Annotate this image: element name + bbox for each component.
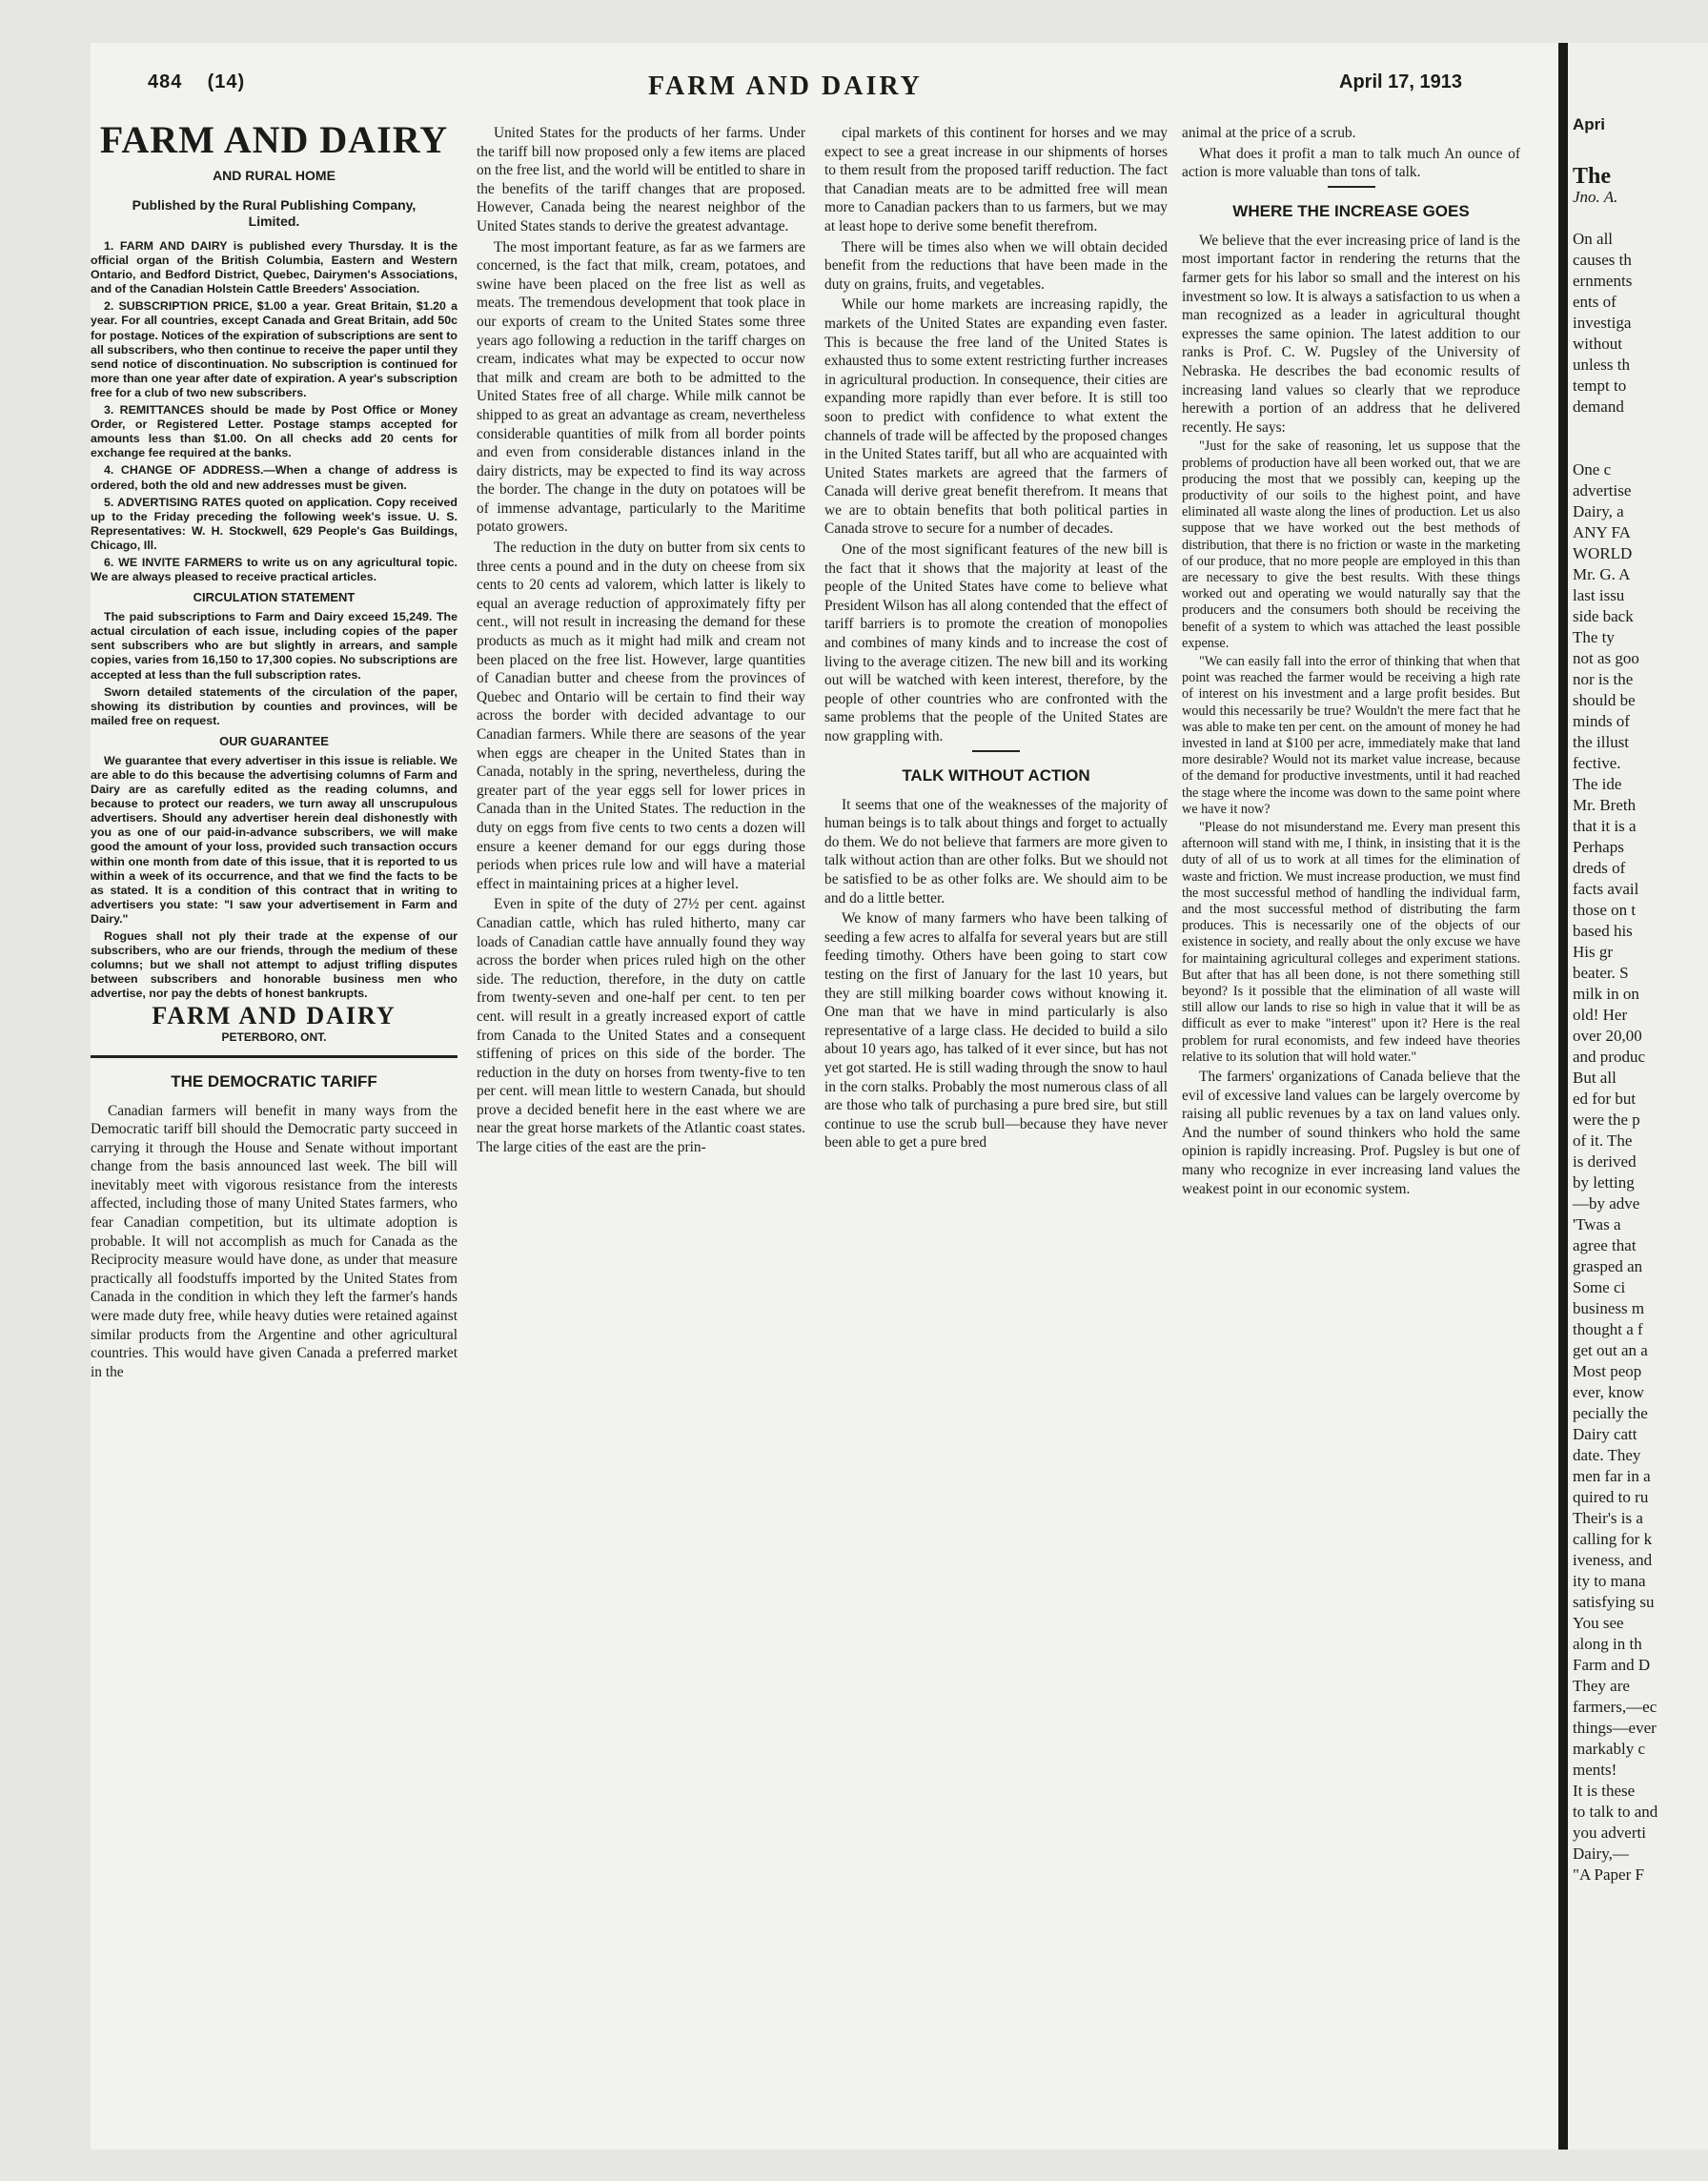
- adjacent-line: you adverti: [1573, 1824, 1646, 1842]
- article-paragraph: It seems that one of the weaknesses of the majority of human beings is to talk about things and forget to actually do them. We do not believe that farmers are more given to talk without action than are other folks. But we should not be satisfied to be as other folks are. We should aim to be and do a little better.: [824, 796, 1168, 907]
- adjacent-line: Farm and D: [1573, 1656, 1651, 1674]
- adjacent-page-text: [1573, 43, 1708, 1885]
- adjacent-line: demand: [1573, 397, 1624, 416]
- adjacent-line: Dairy,—: [1573, 1845, 1629, 1863]
- quote-paragraph: "We can easily fall into the error of thinking that when that point was reached the farmer would be receiving a high rate of interest on his investment and a large profit besides. But would this necessarily be true? Wouldn't the mere fact that he was able to make ten per cent. on the amount of money he had invested in land at $100 per acre, immediately make that land more desirable? Would not its market value increase, because of the demand for productive investments, until it had reached the stage where the income was down to the same point where we have it now?: [1182, 653, 1520, 817]
- adjacent-line: date. They: [1573, 1446, 1641, 1464]
- article-paragraph: Even in spite of the duty of 27½ per cent. against Canadian cattle, which has ruled hitherto, many car loads of Canadian cattle have annually found they way across the border when prices ruled high on the other side. The reduction, therefore, in the duty on cattle from twenty-seven and one-half per cent. to ten per cent. will result in a greatly increased export of cattle from Canada to the United States and a consequent stiffening of prices on this side of the border. The reduction in the duty on horses from twenty-five to ten per cent. will mean little to western Canada, but should prove a decided benefit here in the east where we are near the great horse markets of the Atlantic coast states. The large cities of the east are the prin-: [477, 896, 805, 1156]
- adjacent-line: not as goo: [1573, 649, 1639, 667]
- article-paragraph: The reduction in the duty on butter from six cents to three cents a pound and in the duty on cheese from six cents to 20 cents ad valorem, which latter is likely to equal an average reduction of approximately fifty per cent., will not result in increasing the demand for these products as much as it might had milk and cream not been placed on the free list. However, large quantities of Canadian butter and cheese from the provinces of Quebec and Ontario will be certain to find their way across the border with decided advantage to our Canadian farmers. While there are seasons of the year when eggs are cheaper in the United States than in Canada, notably in the spring, nevertheless, during the greater part of the year eggs sell for lower prices in Canada than in the United States. The reduction in the duty on eggs from five cents to two cents a dozen will ensure a keener demand for our eggs during those periods when prices rule low and will have a material effect in maintaining prices at a higher level.: [477, 540, 805, 892]
- adjacent-line: business m: [1573, 1299, 1645, 1317]
- publisher-line: Published by the Rural Publishing Company, Limited.: [132, 197, 417, 229]
- adjacent-line: nor is the: [1573, 670, 1634, 688]
- adjacent-line: that it is a: [1573, 817, 1637, 835]
- adjacent-line: investiga: [1573, 314, 1632, 332]
- adjacent-line: The ty: [1573, 628, 1615, 646]
- article-paragraph: While our home markets are increasing rapidly, the markets of the United States are expanding even faster. This is because the free land of the United States is exhausted thus to some extent restricting further increases in agricultural production. In consequence, their cities are expanding more rapidly than ever before. It is still too soon to predict with confidence to what extent the channels of trade will be affected by the proposed changes in the United States tariff, but all who are acquainted with United States markets are agreed that the farmers of Canada will derive great benefit therefrom. It means that we are to obtain benefits that both political parties in Canada strove to secure for a number of decades.: [824, 296, 1168, 538]
- adjacent-line: [1573, 208, 1708, 229]
- article-paragraph: We believe that the ever increasing price of land is the most important factor in rendering the returns that the farmer gets for his labor so small and the interest on his investment so low. It is always a satisfaction to us when a man recognized as a leader in agricultural thought expresses the same opinion. The latest addition to our ranks is Prof. C. W. Pugsley of the University of Nebraska. He describes the bad economic results of increasing land values so clearly that we reproduce herewith a portion of an address that he delivered recently. He says:: [1182, 232, 1520, 436]
- footer-title: FARM AND DAIRY: [152, 1001, 396, 1029]
- column-2: [477, 124, 805, 1159]
- notice-item: 1. FARM AND DAIRY is published every Thursday. It is the official organ of the British Columbia, Eastern and Western Ontario, and Bedford District, Quebec, Dairymen's Associations, and of the Canadian Holstein Cattle Breeders' Association.: [91, 239, 458, 296]
- adjacent-line: ments!: [1573, 1761, 1617, 1779]
- guarantee-text: We guarantee that every advertiser in this issue is reliable. We are able to do this because the advertising columns of Farm and Dairy are as carefully edited as the reading columns, and because to protect our readers, we turn away all unscrupulous advertisers. Should any advertiser herein deal dishonestly with you as one of our paid-in-advance subscribers, we will make good the amount of your loss, provided such transaction occurs within one month from date of this issue, that it is reported to us within a week of its occurrence, and that we find the facts to be as stated. It is a condition of this contract that in writing to advertisers you state: "I saw your advertisement in Farm and Dairy.": [91, 753, 458, 926]
- running-title: FARM AND DAIRY: [648, 71, 923, 101]
- adjacent-line: were the p: [1573, 1111, 1640, 1129]
- adjacent-line: ed for but: [1573, 1090, 1637, 1108]
- article-paragraph: animal at the price of a scrub.: [1182, 125, 1356, 141]
- adjacent-page: [1568, 43, 1708, 2150]
- adjacent-line: fective.: [1573, 754, 1621, 772]
- circulation-text: The paid subscriptions to Farm and Dairy exceed 15,249. The actual circulation of each issue, including copies of the paper sent subscribers who are but slightly in arrears, and sample copies, varies from 16,150 to 17,300 copies. No subscriptions are accepted at less than the full subscription rates.: [91, 610, 458, 682]
- adjacent-line: The ide: [1573, 775, 1622, 793]
- divider: [1328, 186, 1375, 188]
- adjacent-line: "A Paper F: [1573, 1865, 1644, 1884]
- adjacent-line: They are: [1573, 1677, 1630, 1695]
- adjacent-line: ents of: [1573, 293, 1616, 311]
- notices-list: [91, 239, 458, 584]
- footer-place: PETERBORO, ONT.: [221, 1029, 327, 1044]
- adjacent-line: advertise: [1573, 481, 1632, 499]
- article-heading: WHERE THE INCREASE GOES: [1232, 201, 1470, 220]
- article-paragraph: The farmers' organizations of Canada believe that the evil of excessive land values can be largely overcome by raising all public revenues by a tax on land values only. And the number of sound thinkers who hold the same opinion is rapidly increasing. Prof. Pugsley is but one of many who recognize in ever increasing land values the weakest point in our economic system.: [1182, 1069, 1520, 1197]
- adjacent-line: WORLD: [1573, 544, 1633, 562]
- adjacent-line: and produc: [1573, 1048, 1646, 1066]
- adjacent-line: those on t: [1573, 901, 1637, 919]
- adjacent-line: to talk to and: [1573, 1803, 1658, 1821]
- masthead-title: FARM AND DAIRY: [99, 118, 449, 161]
- adjacent-line: ANY FA: [1573, 523, 1631, 541]
- article-paragraph: One of the most significant features of the new bill is the fact that it shows that the majority at least of the people of the United States have come to believe what President Wilson has all along contended that the effect of tariff barriers is to promote the creation of monopolies and combines of many kinds and to increase the cost of living to the average citizen. The new bill and its working out will be watched with keen interest, therefore, by the people of other countries who are confronted with the same problems that the people of the United States are now grappling with.: [824, 541, 1168, 744]
- adjacent-line: facts avail: [1573, 880, 1639, 898]
- adjacent-line: pecially the: [1573, 1404, 1648, 1422]
- adjacent-line: Their's is a: [1573, 1509, 1643, 1527]
- masthead-subtitle: AND RURAL HOME: [213, 168, 336, 183]
- page-number: 484 (14): [148, 71, 246, 92]
- adjacent-line: ernments: [1573, 272, 1633, 290]
- adjacent-line: farmers,—ec: [1573, 1698, 1657, 1716]
- section-number: (14): [207, 71, 246, 92]
- adjacent-line: of it. The: [1573, 1131, 1633, 1150]
- adjacent-line: Mr. G. A: [1573, 565, 1631, 583]
- adjacent-line: His gr: [1573, 943, 1614, 961]
- notice-item: 5. ADVERTISING RATES quoted on application. Copy received up to the Friday preceding the following week's issue. U. S. Representatives: W. H. Stockwell, 629 People's Gas Buildings, Chicago, Ill.: [91, 495, 458, 552]
- article-paragraph: We know of many farmers who have been talking of seeding a few acres to alfalfa for several years but are still feeding timothy. Others have been going to start cow testing on the first of January for the last 10 years, but they are still milking boarder cows without knowing it. One man that we have in mind particularly is also representative of a large class. He decided to build a silo about 10 years ago, has talked of it ever since, but has not yet got started. He is still wading through the snow to haul in the corn stalks. Probably the most numerous class of all are those who talk of purchasing a pure bred sire, but still continue to use the scrub bull—because they have never been able to get a pure bred: [824, 910, 1168, 1152]
- notice-item: 4. CHANGE OF ADDRESS.—When a change of address is ordered, both the old and new addresses must be given.: [91, 463, 458, 492]
- article-heading: TALK WITHOUT ACTION: [902, 765, 1090, 785]
- guarantee-text: Rogues shall not ply their trade at the expense of our subscribers, who are our friends, through the medium of these columns; but we shall not attempt to adjust trifling disputes between subscribers and honorable business men who advertise, nor pay the debts of honest bankrupts.: [91, 929, 458, 1001]
- issue-date: April 17, 1913: [1339, 71, 1462, 92]
- notice-item: 6. WE INVITE FARMERS to write us on any agricultural topic. We are always pleased to receive practical articles.: [91, 555, 458, 584]
- adjacent-line: unless th: [1573, 356, 1630, 374]
- adjacent-line: satisfying su: [1573, 1593, 1655, 1611]
- article-paragraph: cipal markets of this continent for horses and we may expect to see a great increase in our shipments of horses to them result from the proposed tariff reduction. The fact that Canadian meats are to be admitted free will mean more to Canadian packers than to us farmers, but we may at least hope to derive some benefit therefrom.: [824, 125, 1168, 234]
- adjacent-line: Most peop: [1573, 1362, 1642, 1380]
- notice-item: 2. SUBSCRIPTION PRICE, $1.00 a year. Great Britain, $1.20 a year. For all countries, except Canada and Great Britain, add 50c for postage. Notices of the expiration of subscriptions are sent to all subscribers, who then continue to receive the paper until they send notice of discontinuation. No subscription is continued for more than one year after date of expiration. A year's subscription free for a club of two new subscribers.: [91, 299, 458, 399]
- adjacent-line: along in th: [1573, 1635, 1642, 1653]
- adjacent-line: causes th: [1573, 251, 1632, 269]
- article-paragraph: What does it profit a man to talk much An ounce of action is more valuable than tons of talk.: [1182, 145, 1520, 181]
- adjacent-line: It is these: [1573, 1782, 1636, 1800]
- adjacent-line: Dairy, a: [1573, 502, 1624, 520]
- adjacent-line: beater. S: [1573, 964, 1629, 982]
- article-paragraph: Canadian farmers will benefit in many ways from the Democratic tariff bill should the Democratic party succeed in carrying it through the House and Senate without important change from the basis announced last week. The bill will inevitably meet with vigorous resistance from the interests affected, including those of many United States farmers, who fear Canadian competition, but its ultimate adoption is probable. It will not accomplish as much for Canada as the Reciprocity measure would have done, as under that measure practically all foodstuffs imported by the United States from Canada in the condition in which they left the farmer's hands were made duty free, while heavy duties were retained against similar products from the Argentine and other agricultural countries. This would have given Canada a preferred market in the: [91, 1102, 458, 1380]
- adjacent-line: Dairy catt: [1573, 1425, 1637, 1443]
- adjacent-line: get out an a: [1573, 1341, 1648, 1359]
- adjacent-line: the illust: [1573, 733, 1630, 751]
- column-3: [824, 124, 1168, 1154]
- article-paragraph: United States for the products of her farms. Under the tariff bill now proposed only a few items are placed on the free list, and the world will be entitled to share in the benefits of the tariff changes that are proposed. However, Canada being the nearest neighbor of the United States stands to derive the greatest advantage.: [477, 125, 805, 234]
- adjacent-line: [1573, 135, 1708, 156]
- adjacent-line: Apri: [1573, 115, 1605, 133]
- adjacent-line: quired to ru: [1573, 1488, 1649, 1506]
- adjacent-line: calling for k: [1573, 1530, 1653, 1548]
- article-paragraph: There will be times also when we will obtain decided benefit from the reductions that have been made in the duty on grains, fruits, and vegetables.: [824, 238, 1168, 293]
- adjacent-line: The: [1573, 164, 1612, 189]
- adjacent-line: dreds of: [1573, 859, 1626, 877]
- adjacent-line: last issu: [1573, 586, 1625, 604]
- page-gutter: [1558, 43, 1568, 2150]
- guarantee-heading: OUR GUARANTEE: [219, 733, 329, 748]
- adjacent-line: Perhaps: [1573, 838, 1624, 856]
- adjacent-line: [1573, 418, 1708, 438]
- adjacent-line: On all: [1573, 230, 1614, 248]
- adjacent-line: milk in on: [1573, 985, 1639, 1003]
- adjacent-line: by letting: [1573, 1173, 1635, 1192]
- adjacent-line: things—ever: [1573, 1719, 1657, 1737]
- column-1: [91, 119, 458, 1383]
- circulation-heading: CIRCULATION STATEMENT: [193, 590, 356, 605]
- circulation-text: Sworn detailed statements of the circulation of the paper, showing its distribution by counties and provinces, will be mailed free on request.: [91, 684, 458, 727]
- quote-paragraph: "Please do not misunderstand me. Every man present this afternoon will stand with me, I think, in insisting that it is the duty of all of us to work at all times for the elimination of waste and friction. We must increase production, we must find the most successful method of handling the individual farm, and the most successful method of distributing the farm produces. This is necessarily one of the objects of our existence in society, and really about the only excuse we have for maintaining agricultural colleges and experiment stations. But after that has all been done, is not there something still beyond? Is it possible that the elimination of all waste will still allow our lands to rise so high in value that it will be as difficult as ever to make "interest" upon it? Here is the real problem for rural economists, and few indeed have theories relative to its solution that will hold water.": [1182, 819, 1520, 1065]
- adjacent-line: side back: [1573, 607, 1634, 625]
- adjacent-line: Mr. Breth: [1573, 796, 1637, 814]
- adjacent-line: without: [1573, 335, 1622, 353]
- adjacent-line: [1573, 438, 1708, 459]
- quote-paragraph: "Just for the sake of reasoning, let us suppose that the problems of production have all been worked out, that we are producing the most that we possibly can, keeping up the productivity of our soils to the highest point, and have eliminated all waste along the lines of production. Let us also suppose that we have worked out the best methods of distribution, that there is no friction or waste in the marketing of our produce, that no more people are employed in this than are necessary to give the best results. With these things worked out and operating we would naturally say that the producers and the consumers both should be receiving the benefit of a system to which was attached the least possible expense.: [1182, 438, 1520, 651]
- adjacent-line: One c: [1573, 460, 1612, 479]
- adjacent-line: over 20,00: [1573, 1027, 1642, 1045]
- adjacent-line: ever, know: [1573, 1383, 1644, 1401]
- divider: [91, 1055, 458, 1058]
- adjacent-line: should be: [1573, 691, 1636, 709]
- divider: [972, 750, 1020, 752]
- adjacent-line: Some ci: [1573, 1278, 1626, 1296]
- adjacent-line: tempt to: [1573, 377, 1627, 395]
- column-4: [1182, 124, 1520, 1200]
- adjacent-line: men far in a: [1573, 1467, 1651, 1485]
- notice-item: 3. REMITTANCES should be made by Post Office or Money Order, or Registered Letter. Postage stamps accepted for amounts less than $1.00. On all checks add 20 cents for exchange fee required at the banks.: [91, 403, 458, 460]
- adjacent-line: is derived: [1573, 1152, 1637, 1171]
- adjacent-line: But all: [1573, 1069, 1616, 1087]
- adjacent-line: based his: [1573, 922, 1633, 940]
- adjacent-line: iveness, and: [1573, 1551, 1653, 1569]
- article-paragraph: The most important feature, as far as we farmers are concerned, is the fact that milk, cream, potatoes, and swine have been placed on the free list as well as meats. The tremendous development that took place in our exports of cream to the United States some three years ago following a reduction in the tariff charges on cream, indicates what may be expected to occur now that milk and cream are both to be admitted to the United States free of all charge. While milk cannot be shipped to as great an advantage as cream, nevertheless considerable quantities of milk from all border points and even from considerable distances inland in the dairy districts, may be expected to find its way across the border. The change in the duty on potatoes will be of immense advantage, particularly to the Maritime potato growers.: [477, 238, 805, 536]
- adjacent-line: —by adve: [1573, 1194, 1640, 1213]
- adjacent-line: You see: [1573, 1614, 1624, 1632]
- adjacent-line: minds of: [1573, 712, 1630, 730]
- adjacent-line: old! Her: [1573, 1006, 1628, 1024]
- adjacent-line: ity to mana: [1573, 1572, 1646, 1590]
- adjacent-line: agree that: [1573, 1236, 1637, 1254]
- adjacent-line: Jno. A.: [1573, 188, 1618, 206]
- adjacent-line: markably c: [1573, 1740, 1645, 1758]
- adjacent-line: thought a f: [1573, 1320, 1643, 1338]
- adjacent-line: 'Twas a: [1573, 1215, 1621, 1233]
- adjacent-line: grasped an: [1573, 1257, 1643, 1275]
- article-heading: THE DEMOCRATIC TARIFF: [171, 1071, 377, 1090]
